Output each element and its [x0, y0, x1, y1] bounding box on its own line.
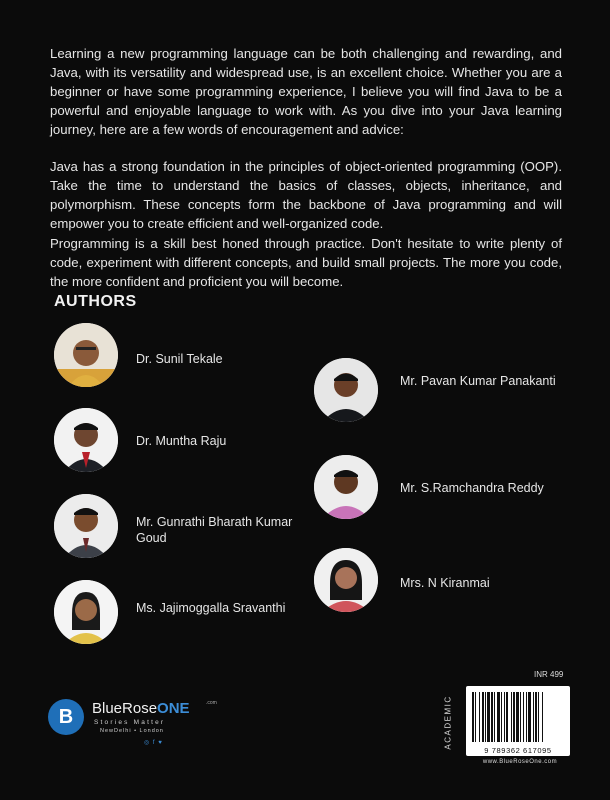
- publisher-tagline: Stories Matter: [94, 719, 166, 726]
- author-photo-7: [314, 548, 378, 612]
- author-photo-6: [314, 455, 378, 519]
- publisher-cities: NewDelhi • London: [100, 728, 164, 734]
- isbn-number: 9 789362 617095: [484, 746, 552, 755]
- author-name-7: Mrs. N Kiranmai: [400, 576, 490, 590]
- author-name-6: Mr. S.Ramchandra Reddy: [400, 481, 544, 495]
- author-name-1: Dr. Sunil Tekale: [136, 352, 223, 366]
- publisher-logo-mark: B: [48, 699, 84, 735]
- publisher-website: www.BlueRoseOne.com: [482, 759, 558, 765]
- authors-heading: AUTHORS: [54, 293, 137, 310]
- author-name-4: Ms. Jajimoggalla Sravanthi: [136, 601, 286, 615]
- intro-paragraph-3: Programming is a skill best honed through practice. Don't hesitate to write plenty of code, experiment with different concepts, and build small projects. The more you code, the more confident and proficient you will become.: [50, 236, 562, 289]
- author-name-5: Mr. Pavan Kumar Panakanti: [400, 374, 556, 388]
- intro-paragraph-1: Learning a new programming language can be both challenging and rewarding, and Java, with its versatility and widespread use, is an excellent choice. Whether you are a beginner or have some programming experience, I believe you will find Java to be a powerful and enjoyable language to work with. As you dive into your Java learning journey, here are a few words of encouragement and advice:: [50, 46, 562, 137]
- social-icons: ◎ f ♥: [144, 740, 163, 746]
- category-label: ACADEMIC: [443, 695, 453, 750]
- author-photo-3: [54, 494, 118, 558]
- intro-paragraph-2: Java has a strong foundation in the principles of object-oriented programming (OOP). Take the time to understand the basics of classes, objects, inheritance, and polymorphism. These concepts form the backbone of Java programming and will empower you to create efficient and well-organized code.: [50, 159, 562, 231]
- author-photo-1: [54, 323, 118, 387]
- barcode-bars: [466, 686, 570, 744]
- publisher-logo: [48, 697, 228, 757]
- author-photo-2: [54, 408, 118, 472]
- author-name-2: Dr. Muntha Raju: [136, 434, 227, 448]
- price-label: INR 499: [534, 670, 564, 679]
- author-photo-4: [54, 580, 118, 644]
- publisher-name: BlueRoseONE: [92, 700, 190, 717]
- author-photo-5: [314, 358, 378, 422]
- publisher-domain: .com: [206, 700, 217, 706]
- author-name-3: Mr. Gunrathi Bharath Kumar Goud: [136, 515, 293, 545]
